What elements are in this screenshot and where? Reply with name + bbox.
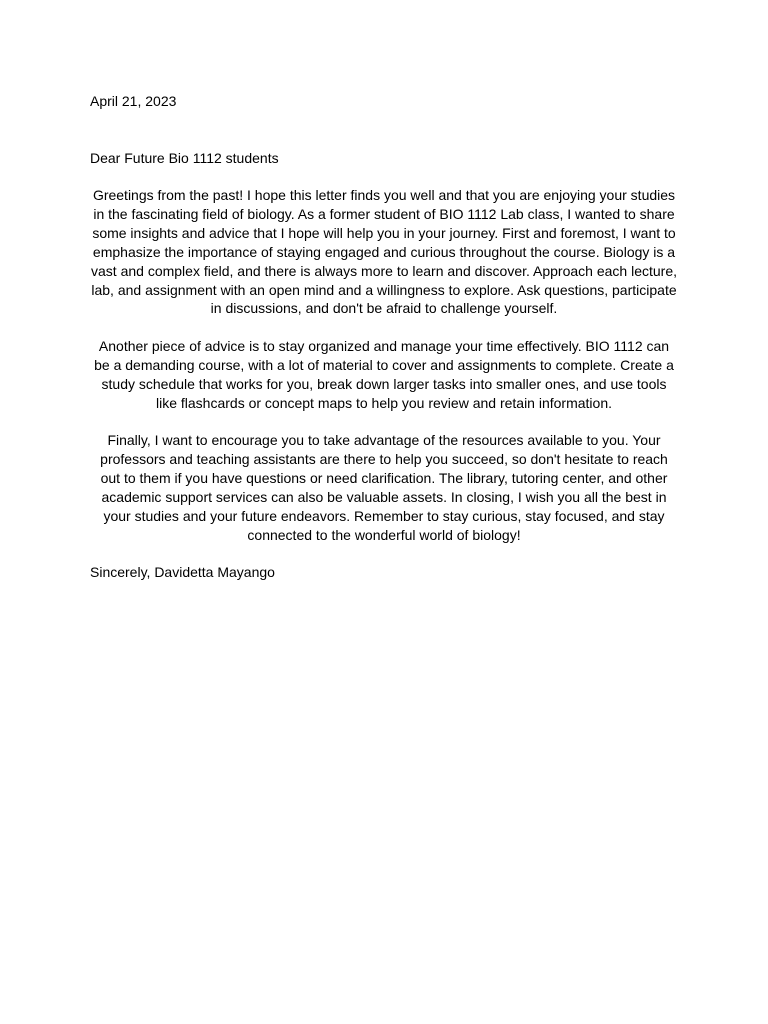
letter-salutation: Dear Future Bio 1112 students — [90, 150, 279, 166]
letter-paragraph: Finally, I want to encourage you to take advantage of the resources available to you. Your professors and teaching assistants are there to help you succeed, so don't hesitate to reach out to them if you have questions or need clarification. The library, tutoring center, and other academic support services can also be valuable assets. In closing, I wish you all the best in your studies and your future endeavors. Remember to stay curious, stay focused, and stay connected to the wonderful world of biology! — [100, 432, 668, 543]
letter-closing: Sincerely, Davidetta Mayango — [90, 564, 275, 580]
letter-date: April 21, 2023 — [90, 93, 177, 109]
letter-paragraph: Greetings from the past! I hope this letter finds you well and that you are enjoying your studies in the fascinating field of biology. As a former student of BIO 1112 Lab class, I wanted to share some insights and advice that I hope will help you in your journey. First and foremost, I want to emphasize the importance of staying engaged and curious throughout the course. Biology is a vast and complex field, and there is always more to learn and discover. Approach each lecture, lab, and assignment with an open mind and a willingness to explore. Ask questions, participate in discussions, and don't be afraid to challenge yourself. — [91, 187, 677, 317]
letter-paragraph: Another piece of advice is to stay organized and manage your time effectively. BIO 1112 can be a demanding course, with a lot of material to cover and assignments to complete. Create a study schedule that works for you, break down larger tasks into smaller ones, and use tools like flashcards or concept maps to help you review and retain information. — [94, 338, 674, 411]
